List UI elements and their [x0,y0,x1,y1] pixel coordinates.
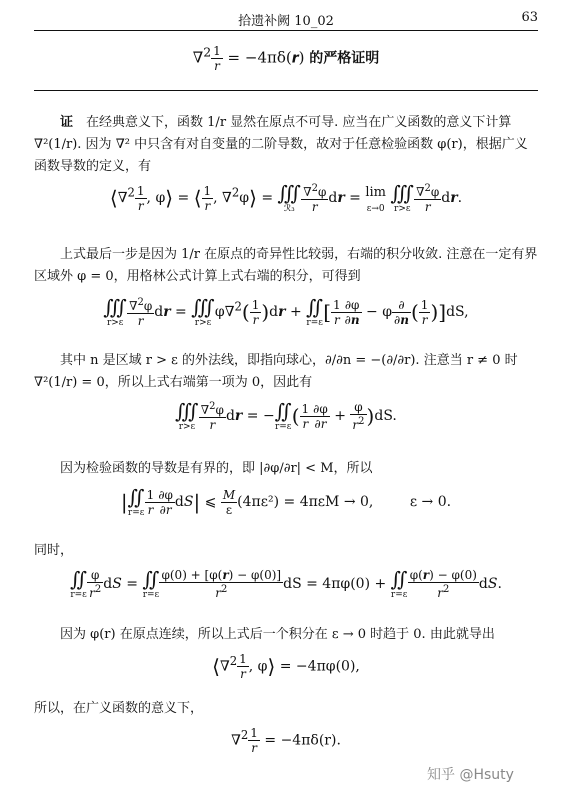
section-title: ∇$^2$ $\frac{1}{r}$ = −4πδ(r) 的严格证明 [192,44,380,73]
watermark: 知乎 @Hsuty [427,767,514,783]
equation-6: ⟨∇$^2$ $\frac{1}{r}$ , φ⟩ = −4πφ(0), [212,652,360,681]
header-title: 拾遗补阙 10_02 [238,14,334,29]
section-rule [34,90,538,91]
paragraph-4: 因为检验函数的导数是有界的，即 |∂φ/∂r| < M，所以 [60,461,373,476]
paragraph-3: 其中 n 是区域 r > ε 的外法线，即指向球心，∂/∂n = −(∂/∂r). 注意当 r ≠ 0 时 ∇²(1/r) = 0，所以上式右端第一项为 0，因此有 [34,353,518,390]
equation-5: ∬ r=ε $\frac{\varphi}{r^2}$ dS = ∬ r=ε $\frac{\varphi(0) + [\varphi(r) - \varphi(0)]}{r^2}$ dS = 4πφ(0) + ∬ r=ε $\frac{\varphi(r) - \varphi(0)}{r^2}$ dS. [70,567,502,600]
paragraph-1: 证 在经典意义下，函数 1/r 显然在原点不可导. 应当在广义函数的意义下计算 ∇²(1/r). 因为 ∇² 中只含有对自变量的二阶导数，故对于任意检验函数 φ(r)，根据广义函数导数的定义，有 [34,115,528,174]
header-rule [34,30,538,31]
equation-1: ⟨∇$^2$ $\frac{1}{r}$ , φ⟩ = ⟨ $\frac{1}{r}$ , ∇$^2$φ⟩ = ∭ ℛ₃ $\frac{\nabla^2\varphi}{r}$ dr = lim ε→0 ∭ r>ε $\frac{\nabla^2\varphi}{r}$ dr. [109,181,463,214]
equation-4: |∬ r=ε $\frac{1}{r}$ $\frac{\partial\varphi}{\partial r}$ dS| ⩽ $\frac{M}{\varepsilon}$ (4πε²) = 4πεM → 0, ε → 0. [120,485,452,518]
paragraph-5: 同时， [34,543,74,558]
equation-3: ∭ r>ε $\frac{\nabla^2\varphi}{r}$ dr = −∬ r=ε ( $\frac{1}{r}$ $\frac{\partial\varphi}{\partial r}$ + $\frac{\varphi}{r^2}$ )dS. [175,399,397,432]
paragraph-2: 上式最后一步是因为 1/r 在原点的奇异性比较弱，右端的积分收敛. 注意在一定有界区域外 φ = 0，用格林公式计算上式右端的积分，可得到 [34,247,538,284]
page-number: 63 [521,10,538,25]
section-title-caption: 的严格证明 [309,50,380,67]
equation-7: ∇$^2$ $\frac{1}{r}$ = −4πδ(r). [231,726,341,755]
equation-2: ∭ r>ε $\frac{\nabla^2\varphi}{r}$ dr = ∭ r>ε φ∇$^2$( $\frac{1}{r}$ )dr + ∬ r=ε [ $\frac{1}{r}$ $\frac{\partial\varphi}{\partial n}$ − φ $\frac{\partial}{\partial n}$ ( $\frac{1}{r}$ )]dS, [103,295,469,328]
running-header [34,10,538,30]
paragraph-6: 因为 φ(r) 在原点连续，所以上式后一个积分在 ε → 0 时趋于 0. 由此就导出 [60,627,495,642]
proof-label: 证 [60,115,74,130]
paragraph-7: 所以，在广义函数的意义下， [34,701,204,716]
